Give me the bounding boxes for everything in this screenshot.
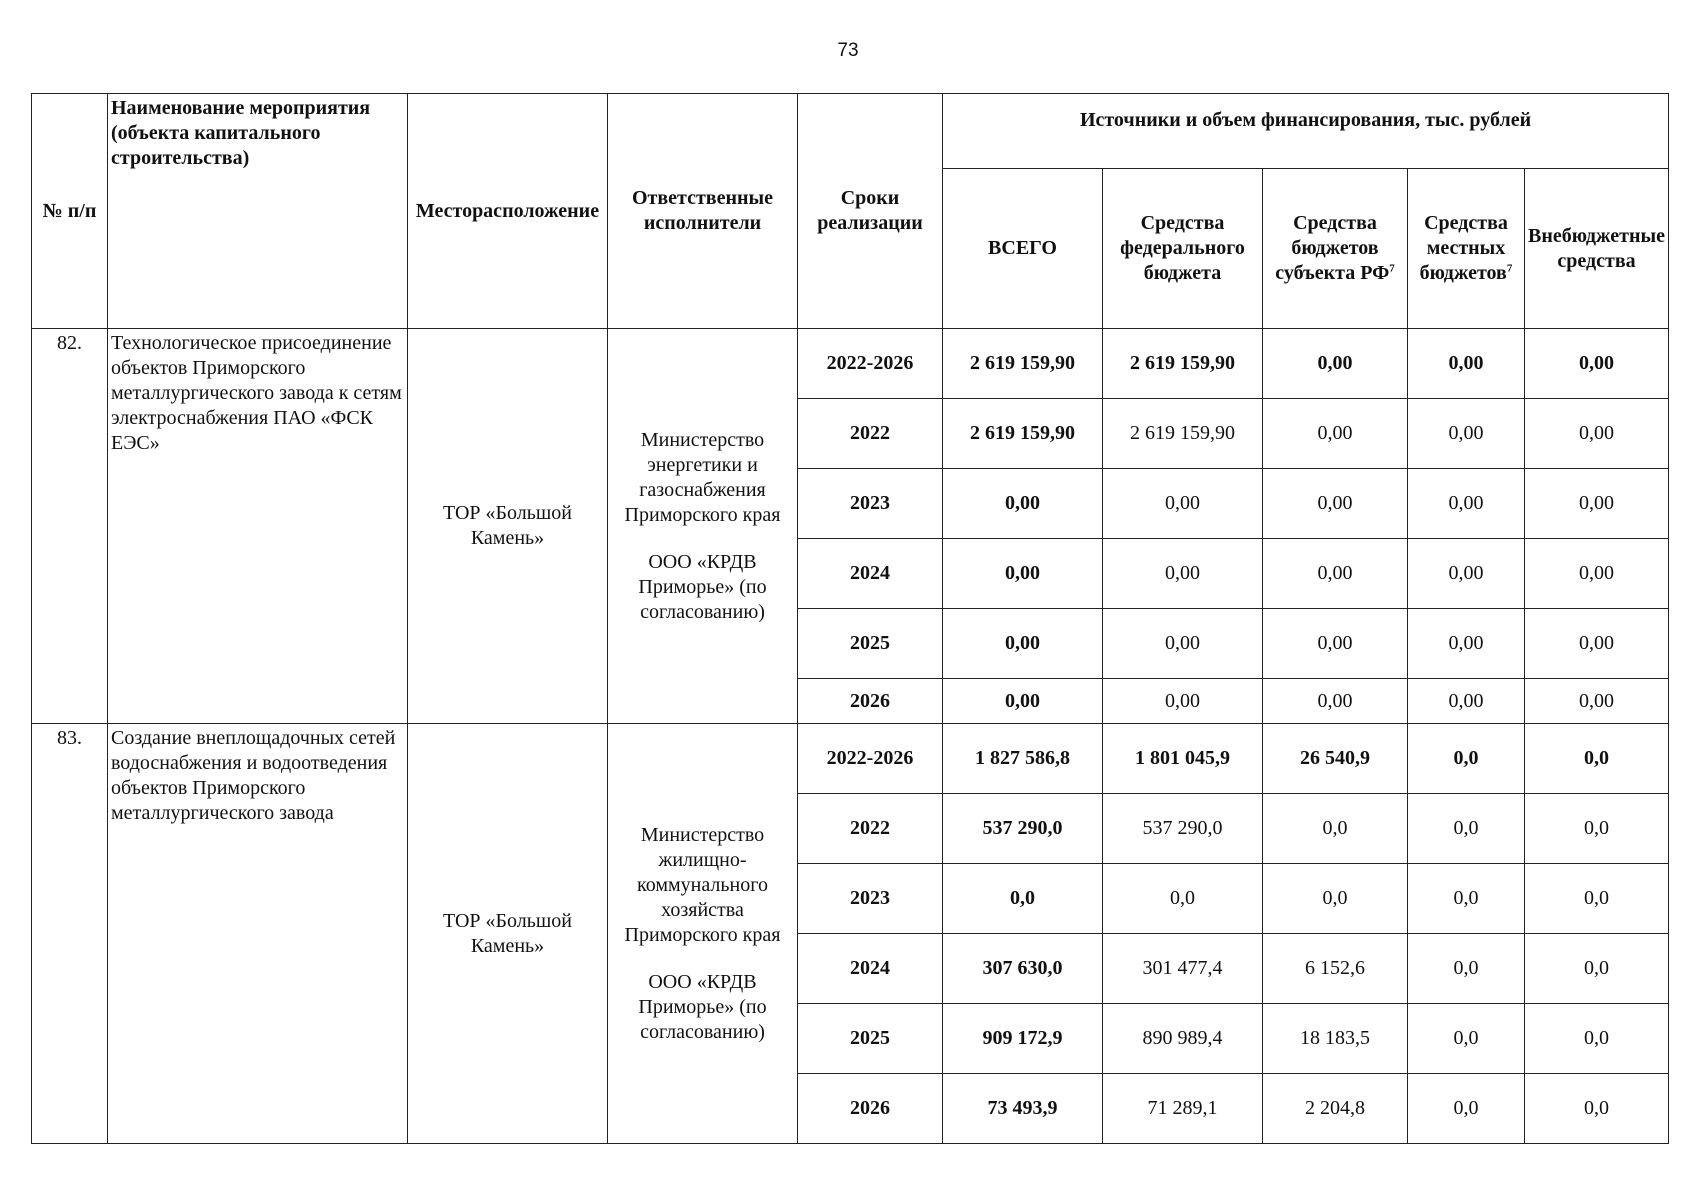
total-cell: 307 630,0: [943, 934, 1103, 1004]
local-cell: 0,0: [1408, 724, 1525, 794]
regional-cell: 6 152,6: [1263, 934, 1408, 1004]
total-cell: 537 290,0: [943, 794, 1103, 864]
regional-cell: 0,00: [1263, 609, 1408, 679]
header-extra: Внебюджетные средства: [1525, 169, 1669, 329]
extra-cell: 0,0: [1525, 864, 1669, 934]
header-federal: Средства федерального бюджета: [1103, 169, 1263, 329]
period-cell: 2026: [798, 1074, 943, 1144]
period-cell: 2022: [798, 794, 943, 864]
local-cell: 0,00: [1408, 539, 1525, 609]
row-responsible: [608, 724, 798, 1144]
federal-cell: 0,0: [1103, 864, 1263, 934]
local-cell: 0,00: [1408, 469, 1525, 539]
federal-cell: 0,00: [1103, 469, 1263, 539]
extra-cell: 0,0: [1525, 724, 1669, 794]
regional-cell: 0,00: [1263, 399, 1408, 469]
row-responsible: [608, 329, 798, 724]
responsible-entry: ООО «КРДВ Приморье» (по согласованию): [638, 550, 767, 623]
period-cell: 2022: [798, 399, 943, 469]
regional-cell: 0,0: [1263, 864, 1408, 934]
regional-cell: 0,00: [1263, 329, 1408, 399]
header-local: [1408, 169, 1525, 329]
row-name: Создание внеплощадочных сетей водоснабжения и водоотведения объектов Приморского металлургического завода: [108, 724, 408, 1144]
regional-cell: 0,00: [1263, 469, 1408, 539]
header-location: Месторасположение: [408, 94, 608, 329]
regional-cell: 26 540,9: [1263, 724, 1408, 794]
extra-cell: 0,0: [1525, 794, 1669, 864]
period-cell: 2023: [798, 469, 943, 539]
extra-cell: 0,0: [1525, 1004, 1669, 1074]
period-cell: 2023: [798, 864, 943, 934]
federal-cell: 0,00: [1103, 609, 1263, 679]
federal-cell: 0,00: [1103, 539, 1263, 609]
period-cell: 2022-2026: [798, 329, 943, 399]
total-cell: 0,00: [943, 679, 1103, 724]
federal-cell: 890 989,4: [1103, 1004, 1263, 1074]
header-num: № п/п: [32, 94, 108, 329]
responsible-entry: Министерство энергетики и газоснабжения Приморского края: [624, 428, 781, 526]
federal-cell: 71 289,1: [1103, 1074, 1263, 1144]
local-cell: 0,0: [1408, 1074, 1525, 1144]
extra-cell: 0,00: [1525, 539, 1669, 609]
local-cell: 0,0: [1408, 794, 1525, 864]
header-total: ВСЕГО: [943, 169, 1103, 329]
extra-cell: 0,0: [1525, 1074, 1669, 1144]
responsible-entry: Министерство жилищно-коммунального хозяйства Приморского края: [624, 823, 781, 946]
period-cell: 2025: [798, 1004, 943, 1074]
total-cell: 0,00: [943, 539, 1103, 609]
regional-cell: 0,00: [1263, 679, 1408, 724]
header-responsible: Ответственные исполнители: [608, 94, 798, 329]
local-cell: 0,00: [1408, 399, 1525, 469]
period-cell: 2026: [798, 679, 943, 724]
row-number: 82.: [32, 329, 108, 724]
extra-cell: 0,00: [1525, 679, 1669, 724]
header-regional-footnote: 7: [1389, 262, 1395, 275]
extra-cell: 0,00: [1525, 329, 1669, 399]
federal-cell: 2 619 159,90: [1103, 329, 1263, 399]
total-cell: 1 827 586,8: [943, 724, 1103, 794]
local-cell: 0,00: [1408, 679, 1525, 724]
extra-cell: 0,00: [1525, 469, 1669, 539]
total-cell: 73 493,9: [943, 1074, 1103, 1144]
total-cell: 0,0: [943, 864, 1103, 934]
row-name: Технологическое присоединение объектов Приморского металлургического завода к сетям электроснабжения ПАО «ФСК ЕЭС»: [108, 329, 408, 724]
table-row: [32, 724, 1669, 794]
header-funding: Источники и объем финансирования, тыс. рублей: [943, 94, 1669, 169]
period-cell: 2024: [798, 934, 943, 1004]
header-period: Сроки реализации: [798, 94, 943, 329]
header-name: Наименование мероприятия (объекта капитального строительства): [108, 94, 408, 329]
federal-cell: 537 290,0: [1103, 794, 1263, 864]
header-local-footnote: 7: [1506, 262, 1513, 275]
header-local-label: Средства местных бюджетов: [1419, 212, 1508, 284]
regional-cell: 0,0: [1263, 794, 1408, 864]
total-cell: 0,00: [943, 469, 1103, 539]
responsible-entry: ООО «КРДВ Приморье» (по согласованию): [638, 970, 767, 1043]
federal-cell: 301 477,4: [1103, 934, 1263, 1004]
federal-cell: 0,00: [1103, 679, 1263, 724]
funding-table: [31, 93, 1669, 1144]
regional-cell: 0,00: [1263, 539, 1408, 609]
table-row: [32, 329, 1669, 399]
row-number: 83.: [32, 724, 108, 1144]
extra-cell: 0,00: [1525, 399, 1669, 469]
local-cell: 0,0: [1408, 934, 1525, 1004]
local-cell: 0,00: [1408, 329, 1525, 399]
header-regional-label: Средства бюджетов субъекта РФ: [1275, 212, 1390, 284]
row-location: ТОР «Большой Камень»: [408, 724, 608, 1144]
page-number: 73: [837, 40, 859, 61]
federal-cell: 2 619 159,90: [1103, 399, 1263, 469]
period-cell: 2022-2026: [798, 724, 943, 794]
total-cell: 909 172,9: [943, 1004, 1103, 1074]
extra-cell: 0,0: [1525, 934, 1669, 1004]
extra-cell: 0,00: [1525, 609, 1669, 679]
period-cell: 2024: [798, 539, 943, 609]
total-cell: 2 619 159,90: [943, 399, 1103, 469]
total-cell: 0,00: [943, 609, 1103, 679]
total-cell: 2 619 159,90: [943, 329, 1103, 399]
federal-cell: 1 801 045,9: [1103, 724, 1263, 794]
row-location: ТОР «Большой Камень»: [408, 329, 608, 724]
local-cell: 0,0: [1408, 864, 1525, 934]
local-cell: 0,0: [1408, 1004, 1525, 1074]
period-cell: 2025: [798, 609, 943, 679]
regional-cell: 18 183,5: [1263, 1004, 1408, 1074]
local-cell: 0,00: [1408, 609, 1525, 679]
regional-cell: 2 204,8: [1263, 1074, 1408, 1144]
header-regional: [1263, 169, 1408, 329]
